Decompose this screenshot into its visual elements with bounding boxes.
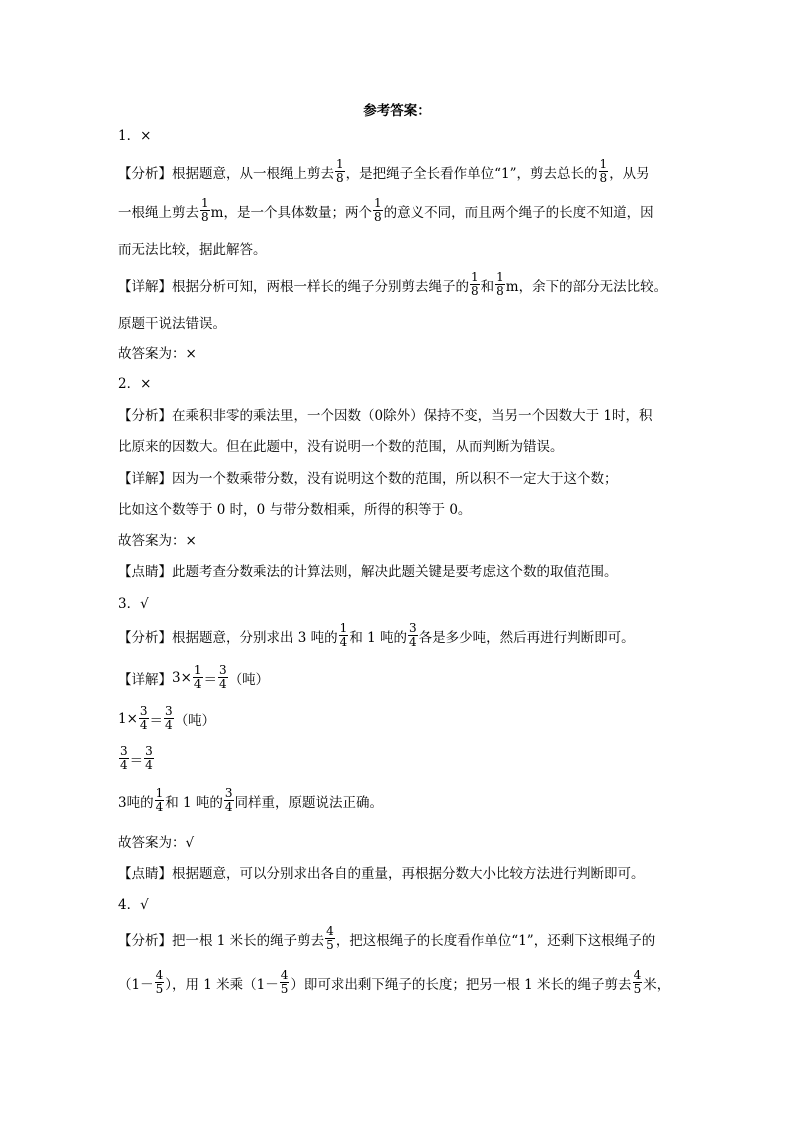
analysis-label: 【分析】 xyxy=(118,629,172,646)
q2-analysis-line1: 【分析】 在乘积非零的乘法里，一个因数（0除外）保持不变，当另一个因数大于 1时，积 xyxy=(118,404,652,424)
fraction-4-5: $\frac{4}{5}$ xyxy=(155,968,164,996)
page-title: 参考答案： xyxy=(363,103,431,119)
comment-label: 【点睛】 xyxy=(118,866,172,882)
fraction-3-4: $\frac{3}{4}$ xyxy=(165,704,173,732)
q1-analysis-line2: 一根绳上剪去 $\frac{1}{8}$ m，是一个具体数量；两个 $\frac{1}{8}$ 的意义不同，而且两个绳子的长度不知道，因 xyxy=(118,196,654,224)
q2-comment: 【点睛】 此题考查分数乘法的计算法则，解决此题关键是要考虑这个数的取值范围。 xyxy=(118,560,618,580)
fraction-4-5: $\frac{4}{5}$ xyxy=(280,968,289,996)
detail-label: 【详解】 xyxy=(118,471,172,487)
fraction-4-5: $\frac{4}{5}$ xyxy=(633,968,642,996)
fraction-1-8: $\frac{1}{8}$ xyxy=(599,157,608,185)
q3-detail-eq3: $\frac{3}{4}$ ＝ $\frac{3}{4}$ xyxy=(120,744,153,772)
q4-analysis-line2: （1－ $\frac{4}{5}$ ），用 1 米乘（1－ $\frac{4}{5}$ ）即可求出剩下绳子的长度；把另一根 1 米长的绳子剪去 $\frac{4}{5}$ 米， xyxy=(118,968,671,996)
fraction-1-8: $\frac{1}{8}$ xyxy=(336,157,344,185)
q2-detail-line2: 比如这个数等于 0 时，0 与带分数相乘，所得的积等于 0。 xyxy=(118,502,472,518)
fraction-1-8: $\frac{1}{8}$ xyxy=(471,270,479,298)
fraction-3-4: $\frac{3}{4}$ xyxy=(224,786,233,814)
analysis-label: 【分析】 xyxy=(118,165,172,182)
fraction-3-4: $\frac{3}{4}$ xyxy=(145,744,153,772)
fraction-1-8: $\frac{1}{8}$ xyxy=(201,196,209,224)
fraction-3-4: $\frac{3}{4}$ xyxy=(219,663,227,691)
q4-analysis-line1: 【分析】 把一根 1 米长的绳子剪去 $\frac{4}{5}$ ，把这根绳子的长度看作单位“1”，还剩下这根绳子的 xyxy=(118,924,656,952)
q1-detail-line1: 【详解】 根据分析可知，两根一样长的绳子分别剪去绳子的 $\frac{1}{8}$ 和 $\frac{1}{8}$ m，余下的部分无法比较。 xyxy=(118,270,668,298)
q3-analysis-line1: 【分析】 根据题意，分别求出 3 吨的 $\frac{1}{4}$ 和 1 吨的 $\frac{3}{4}$ 各是多少吨，然后再进行判断即可。 xyxy=(118,621,635,649)
q3-number: 3．√ xyxy=(118,596,149,612)
q4-number: 4．√ xyxy=(118,897,149,913)
detail-label: 【详解】 xyxy=(118,671,172,688)
q3-detail-eq1: 【详解】 3× $\frac{1}{4}$ ＝ $\frac{3}{4}$ （吨） xyxy=(118,663,270,691)
fraction-1-8: $\frac{1}{8}$ xyxy=(373,196,382,224)
q3-detail-eq2: 1× $\frac{3}{4}$ ＝ $\frac{3}{4}$ （吨） xyxy=(118,704,216,732)
q3-answer: 故答案为：√ xyxy=(118,835,195,851)
fraction-3-4: $\frac{3}{4}$ xyxy=(408,621,417,649)
analysis-label: 【分析】 xyxy=(118,932,172,949)
analysis-label: 【分析】 xyxy=(118,408,172,424)
comment-label: 【点睛】 xyxy=(118,564,172,580)
q2-detail-line1: 【详解】 因为一个数乘带分数，没有说明这个数的范围，所以积不一定大于这个数； xyxy=(118,467,618,487)
q3-comment: 【点睛】 根据题意，可以分别求出各自的重量，再根据分数大小比较方法进行判断即可。 xyxy=(118,862,645,882)
fraction-1-4: $\frac{1}{4}$ xyxy=(193,663,202,691)
fraction-1-4: $\frac{1}{4}$ xyxy=(339,621,348,649)
detail-label: 【详解】 xyxy=(118,278,172,295)
fraction-1-4: $\frac{1}{4}$ xyxy=(155,786,164,814)
q1-number: 1．× xyxy=(118,128,152,144)
fraction-4-5: $\frac{4}{5}$ xyxy=(326,924,334,952)
q1-analysis-line3: 而无法比较，据此解答。 xyxy=(118,242,267,258)
fraction-3-4: $\frac{3}{4}$ xyxy=(139,704,148,732)
q2-number: 2．× xyxy=(118,376,152,392)
q2-answer: 故答案为：× xyxy=(118,533,197,549)
q1-analysis-line1: 【分析】 根据题意，从一根绳上剪去 $\frac{1}{8}$ ，是把绳子全长看作单位“1”，剪去总长的 $\frac{1}{8}$ ，从另 xyxy=(118,157,650,185)
fraction-1-8: $\frac{1}{8}$ xyxy=(496,270,504,298)
q1-detail-line2: 原题干说法错误。 xyxy=(118,316,226,332)
q3-conclusion: 3吨的 $\frac{1}{4}$ 和 1 吨的 $\frac{3}{4}$ 同样重，原题说法正确。 xyxy=(118,786,384,814)
q1-answer: 故答案为：× xyxy=(118,346,197,362)
fraction-3-4: $\frac{3}{4}$ xyxy=(120,744,128,772)
q2-analysis-line2: 比原来的因数大。但在此题中，没有说明一个数的范围，从而判断为错误。 xyxy=(118,439,564,455)
